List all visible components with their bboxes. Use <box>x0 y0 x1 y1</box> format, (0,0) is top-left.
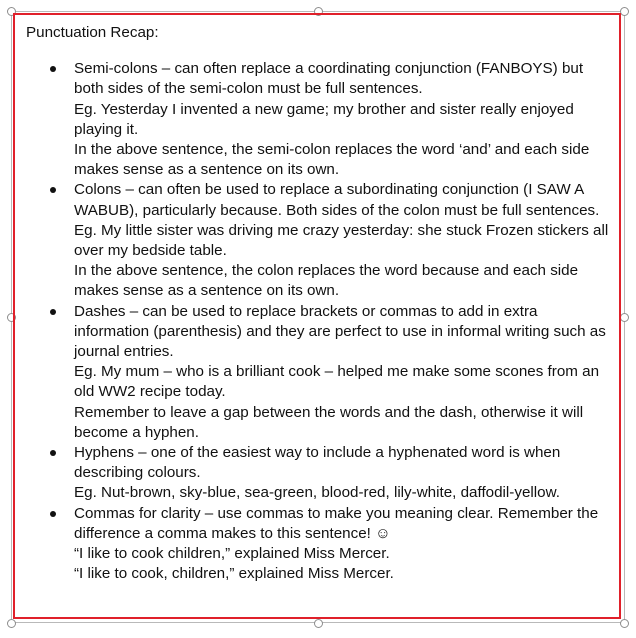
bullet-dot-icon <box>50 511 56 517</box>
item-main-text: Semi-colons – can often replace a coordinating conjunction (FANBOYS) but both sides of the semi-colon must be full sentences. <box>74 60 584 98</box>
item-note-text: “I like to cook, children,” explained Miss Mercer. <box>74 565 394 583</box>
item-main-text: Colons – can often be used to replace a subordinating conjunction (I SAW A WABUB), particularly because. Both sides of the colon must be full sentences. <box>74 181 600 219</box>
resize-handle-top-right[interactable] <box>620 7 629 16</box>
bullet-dot-icon <box>50 187 56 193</box>
resize-handle-bottom-right[interactable] <box>620 619 629 628</box>
list-item-commas <box>26 504 616 585</box>
item-note-text: In the above sentence, the colon replaces the word because and each side makes sense as a sentence on its own. <box>74 262 579 300</box>
item-note-text: Remember to leave a gap between the words and the dash, otherwise it will become a hyphen. <box>74 403 584 441</box>
resize-handle-bottom-left[interactable] <box>7 619 16 628</box>
heading: Punctuation Recap: <box>26 24 159 41</box>
item-example-text: Eg. Yesterday I invented a new game; my brother and sister really enjoyed playing it. <box>74 100 574 138</box>
bullet-dot-icon <box>50 309 56 315</box>
resize-handle-middle-right[interactable] <box>620 313 629 322</box>
bullet-dot-icon <box>50 66 56 72</box>
item-example-text: Eg. My little sister was driving me crazy yesterday: she stuck Frozen stickers all over my bedside table. <box>74 221 609 260</box>
item-main-text: Hyphens – one of the easiest way to include a hyphenated word is when describing colours. <box>74 444 561 482</box>
list-item-colons <box>26 180 616 301</box>
item-example-text: “I like to cook children,” explained Miss Mercer. <box>74 545 390 563</box>
resize-handle-bottom-center[interactable] <box>314 619 323 628</box>
item-example-text: Eg. Nut-brown, sky-blue, sea-green, blood-red, lily-white, daffodil-yellow. <box>74 484 560 502</box>
bullet-list <box>26 59 616 584</box>
bullet-dot-icon <box>50 450 56 456</box>
item-note-text: In the above sentence, the semi-colon replaces the word ‘and’ and each side makes sense as a sentence on its own. <box>74 141 590 179</box>
textbox-content[interactable] <box>26 23 616 584</box>
item-main-text: Commas for clarity – use commas to make you meaning clear. Remember the difference a comma makes to this sentence! ☺ <box>74 504 599 542</box>
list-item-dashes <box>26 302 616 443</box>
item-main-text: Dashes – can be used to replace brackets or commas to add in extra information (parenthesis) and they are perfect to use in informal writing such as journal entries. <box>74 302 606 361</box>
list-item-semicolons <box>26 59 616 180</box>
item-example-text: Eg. My mum – who is a brilliant cook – helped me make some scones from an old WW2 recipe today. <box>74 363 600 401</box>
list-item-hyphens <box>26 443 616 504</box>
